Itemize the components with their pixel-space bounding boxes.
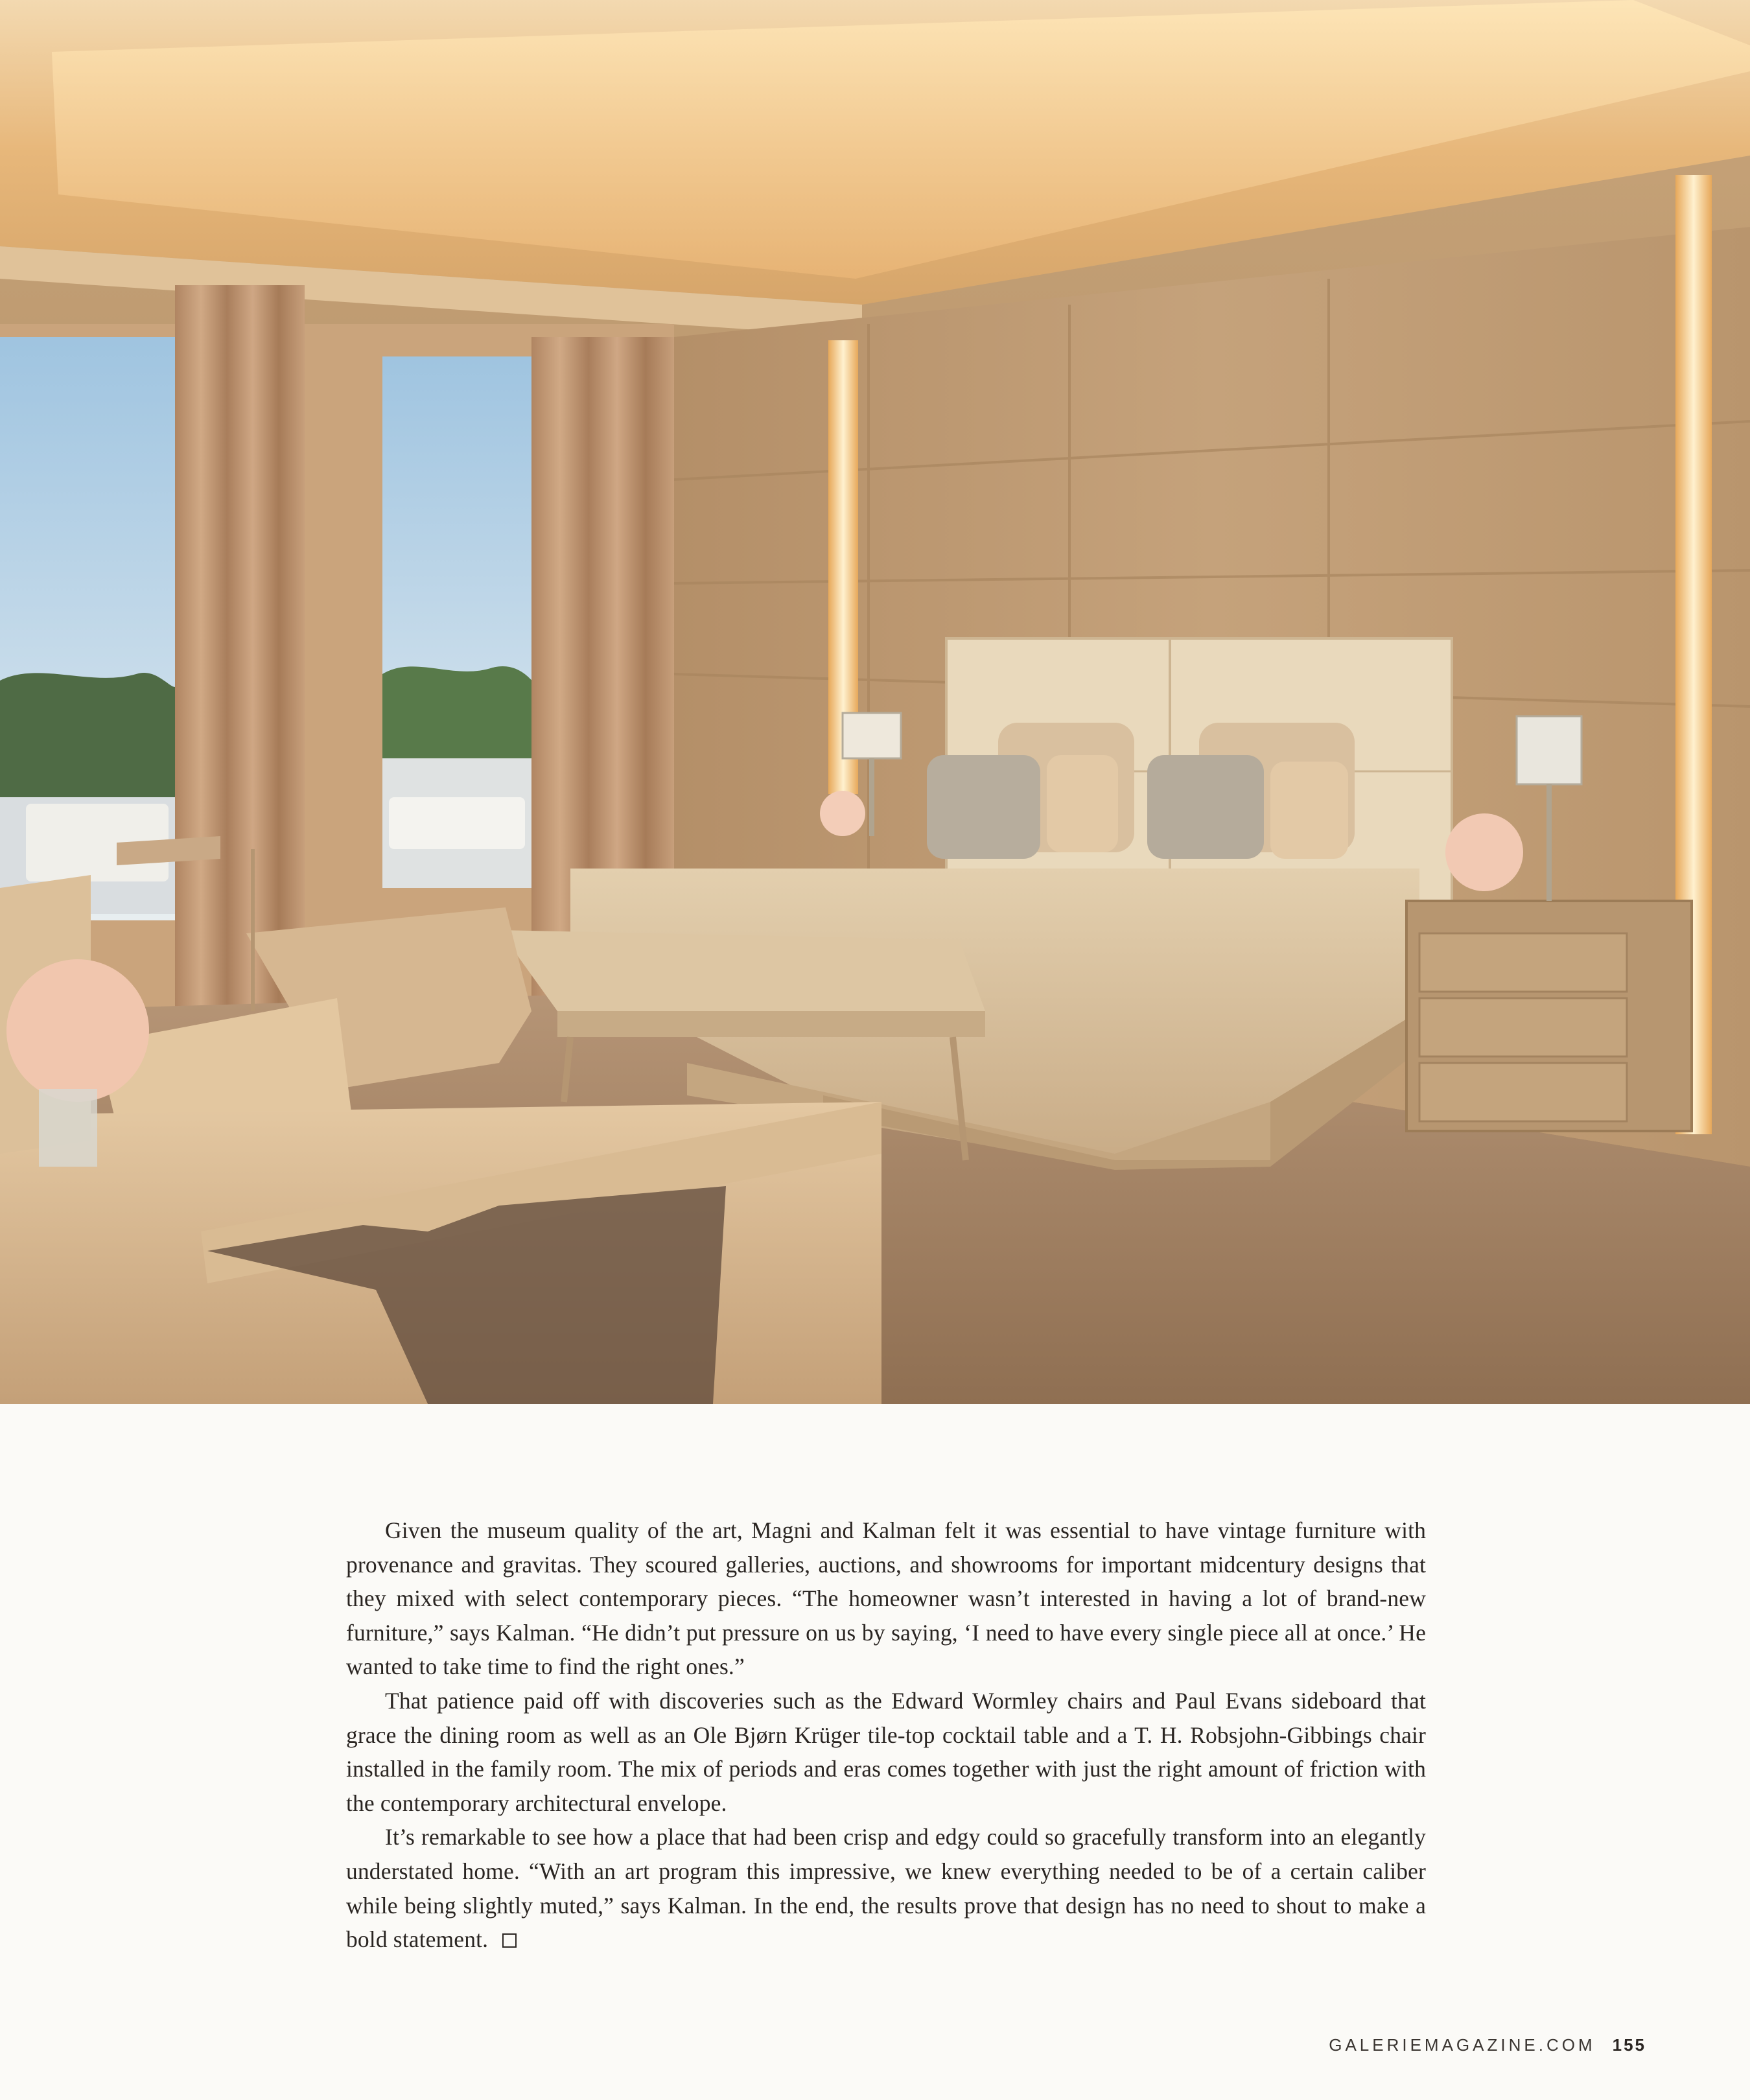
- trees-left: [0, 673, 175, 810]
- site-url: GALERIEMAGAZINE.COM: [1329, 2035, 1596, 2055]
- article-paragraph-text: It’s remarkable to see how a place that had been crisp and edgy could so gracefully transform into an elegantly understated home. “With an art program this impressive, we knew everything needed to be of a certain caliber while being slightly muted,” says Kalman. In the end, the results prove that design has no need to shout to make a bold statement.: [346, 1824, 1426, 1953]
- pillow: [927, 755, 1040, 859]
- pillow: [1047, 755, 1118, 852]
- curtain-left: [175, 285, 305, 1018]
- article-paragraph: That patience paid off with discoveries such as the Edward Wormley chairs and Paul Evans sideboard that grace the dining room as well as an Ole Bjørn Krüger tile-top cocktail table and a T. H. Robsjohn-Gibbings chair installed in the family room. The mix of periods and eras comes together with just the right amount of friction with the contemporary architectural envelope.: [346, 1687, 1426, 1816]
- table-lamp-left: [843, 713, 901, 758]
- end-mark-icon: [502, 1933, 517, 1948]
- article-paragraph: [346, 1820, 1426, 1956]
- article-paragraph: Given the museum quality of the art, Magni and Kalman felt it was essential to have vintage furniture with provenance and gravitas. They scoured galleries, auctions, and showrooms for important midcentury designs that they mixed with select contemporary pieces. “The homeowner wasn’t interested in having a lot of brand-new furniture,” says Kalman. “He didn’t put pressure on us by saying, ‘I need to have every single piece all at once.’ He wanted to take time to find the right ones.”: [346, 1517, 1426, 1680]
- pillow: [1147, 755, 1264, 859]
- pillow: [1270, 762, 1348, 859]
- flowers-left: [820, 791, 865, 836]
- page-footer: [1329, 2035, 1646, 2055]
- page-number: 155: [1612, 2035, 1646, 2055]
- vase: [39, 1089, 97, 1167]
- table-lamp-right: [1517, 716, 1581, 784]
- article-body: [346, 1513, 1426, 1957]
- flowers-right: [1445, 813, 1523, 891]
- outdoor-daybed: [389, 797, 525, 849]
- flowers-foreground: [6, 959, 149, 1102]
- bench-seat: [499, 930, 985, 1011]
